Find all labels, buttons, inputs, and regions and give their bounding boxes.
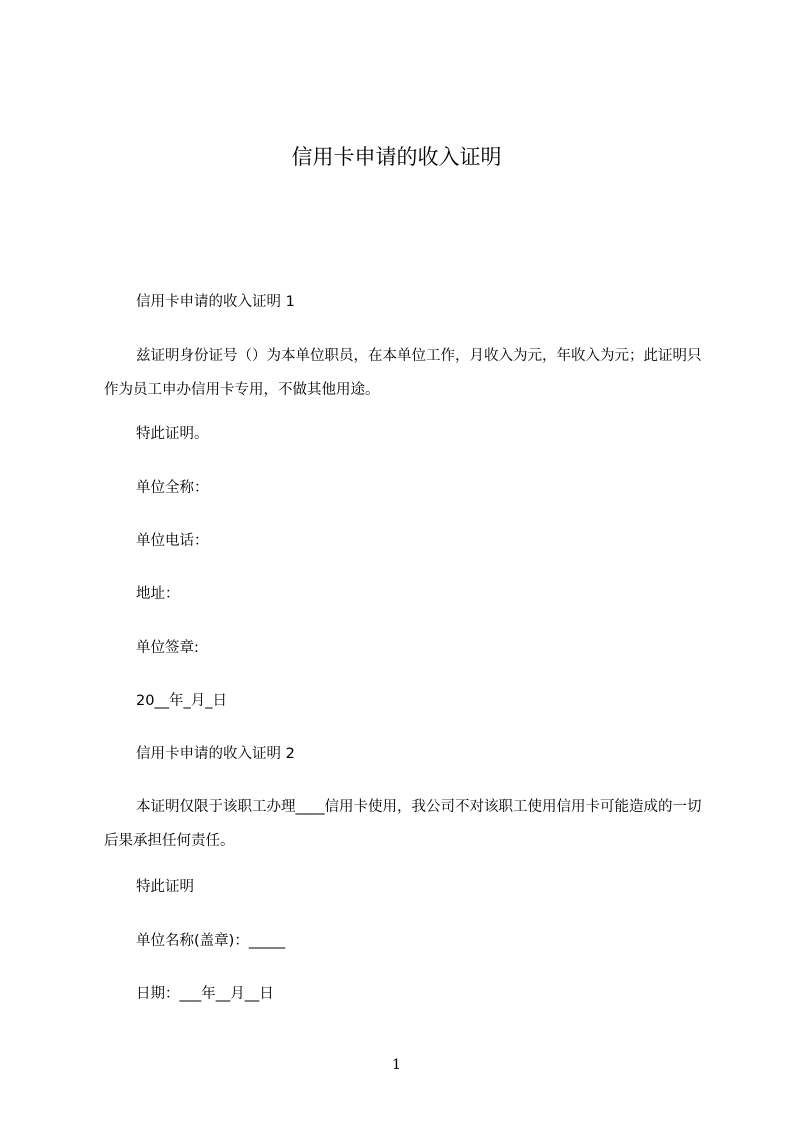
unit-name-seal-label: 单位名称(盖章)：_____ [136,933,286,949]
page-number: 1 [392,1057,401,1073]
section-1-heading: 信用卡申请的收入证明 1 [136,294,295,310]
section-2-body: 本证明仅限于该职工办理____信用卡使用，我公司不对该职工使用信用卡可能造成的一切后果承担任何责任。 [104,799,702,849]
unit-phone-label: 单位电话： [136,533,209,549]
section-1-date: 20__年_月_日 [136,693,227,709]
unit-full-name-label: 单位全称： [136,480,209,496]
section-2-certify: 特此证明 [136,879,194,895]
section-2-heading: 信用卡申请的收入证明 2 [136,746,295,762]
unit-seal-label: 单位签章: [136,640,199,656]
section-2-date: 日期：___年__月__日 [136,986,274,1002]
document-title: 信用卡申请的收入证明 [291,145,502,169]
section-1-body: 兹证明身份证号（）为本单位职员，在本单位工作，月收入为元，年收入为元；此证明只作为员工申办信用卡专用，不做其他用途。 [104,348,702,398]
section-1-certify: 特此证明。 [136,426,209,442]
address-label: 地址： [136,586,180,602]
